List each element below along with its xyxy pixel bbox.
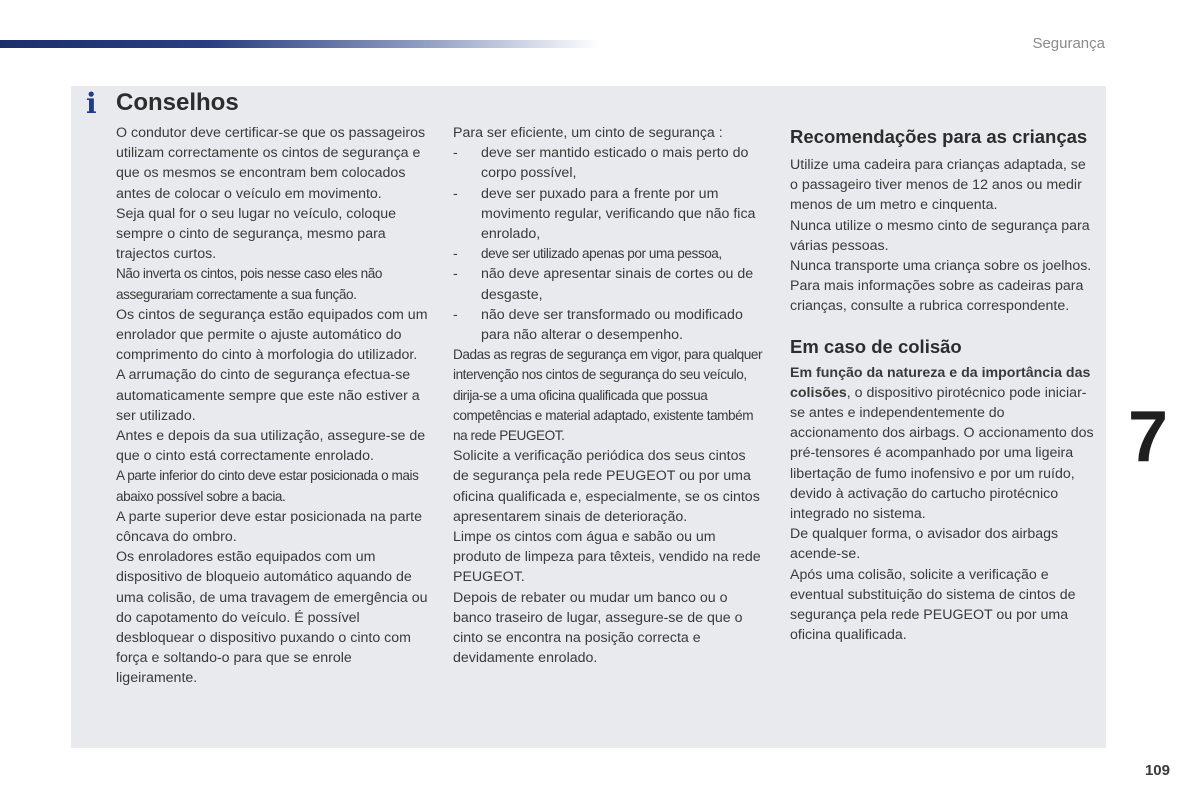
list-item: [453, 184, 765, 245]
paragraph: [790, 363, 1095, 525]
column-middle: [453, 123, 765, 668]
list-intro: Para ser eficiente, um cinto de segurança :: [453, 125, 723, 141]
dash-bullet: -: [453, 246, 458, 263]
column-left: [116, 123, 428, 689]
paragraph-rest: , o dispositivo pirotécnico pode iniciar-se antes e independentemente do accionamento dos airbags. O accionamento dos pré-tensores é acompanhado por uma ligeira libertação de fumo inofensivo e por um ruído, devido à activação do cartucho pirotécnico integrado no sistema.: [790, 384, 1094, 523]
paragraph: Seja qual for o seu lugar no veículo, coloque sempre o cinto de segurança, mesmo para trajectos curtos.: [116, 205, 396, 263]
list-item-text: não deve ser transformado ou modificado para não alterar o desempenho.: [481, 306, 743, 344]
list-item-text: deve ser utilizado apenas por uma pessoa,: [481, 246, 722, 262]
dash-bullet: -: [453, 266, 458, 283]
paragraph: O condutor deve certificar-se que os passageiros utilizam correctamente os cintos de segurança e que os mesmos se encontram bem colocados antes de colocar o veículo em movimento.: [116, 125, 426, 202]
dash-bullet: -: [453, 145, 458, 162]
paragraph: Os cintos de segurança estão equipados com um enrolador que permite o ajuste automático do comprimento do cinto à morfologia do utilizador. A arrumação do cinto de segurança efectua-se automaticamente sempre que este não estiver a ser utilizado.: [116, 306, 428, 424]
list-item: [453, 244, 765, 264]
paragraph: De qualquer forma, o avisador dos airbags acende-se.: [790, 526, 1059, 563]
paragraph: A parte superior deve estar posicionada na parte côncava do ombro.: [116, 508, 423, 546]
paragraph: Utilize uma cadeira para crianças adaptada, se o passageiro tiver menos de 12 anos ou medir menos de um metro e cinquenta.: [790, 157, 1086, 214]
children-heading: Recomendações para as crianças: [790, 126, 1088, 147]
bold-lead: Em função da natureza e da importância das colisões: [790, 364, 1091, 401]
list-item: [453, 264, 765, 304]
paragraph: Depois de rebater ou mudar um banco ou o banco traseiro de lugar, assegure-se de que o cinto se encontra na posição correcta e devidamente enrolado.: [453, 589, 743, 667]
list-item: [453, 305, 765, 345]
list-item-text: deve ser mantido esticado o mais perto do corpo possível,: [481, 145, 749, 182]
paragraph: Não inverta os cintos, pois nesse caso eles não assegurariam correctamente a sua função.: [116, 266, 382, 302]
paragraph: Nunca transporte uma criança sobre os joelhos.: [790, 258, 1092, 275]
paragraph: Após uma colisão, solicite a verificação e eventual substituição do sistema de cintos de segurança pela rede PEUGEOT ou por uma oficina qualificada.: [790, 566, 1076, 644]
paragraph: Dadas as regras de segurança em vigor, para qualquer intervenção nos cintos de segurança do seu veículo, dirija-se a uma oficina qualificada que possua competências e material adaptado, existente também na rede PEUGEOT.: [453, 347, 763, 444]
paragraph: Limpe os cintos com água e sabão ou um produto de limpeza para têxteis, vendido na rede PEUGEOT.: [453, 529, 761, 586]
paragraph: Os enroladores estão equipados com um dispositivo de bloqueio automático aquando de uma colisão, de uma travagem de emergência ou do capotamento do veículo. É possível desbloquear o dispositivo puxando o cinto com força e soltando-o para que se enrole ligeiramente.: [116, 549, 428, 687]
panel-title: Conselhos: [116, 89, 239, 116]
page-number: 109: [1144, 762, 1170, 779]
header-gradient-bar: [0, 40, 600, 48]
info-icon: i: [86, 87, 97, 120]
paragraph: Solicite a verificação periódica dos seus cintos de segurança pela rede PEUGEOT ou por uma oficina qualificada e, especialmente, se os cintos apresentarem sinais de deterioração.: [453, 448, 760, 525]
chapter-number: 7: [1128, 397, 1167, 477]
column-right: [790, 123, 1095, 645]
dash-bullet: -: [453, 306, 458, 323]
list-item: [453, 143, 765, 183]
paragraph: A parte inferior do cinto deve estar posicionada o mais abaixo possível sobre a bacia.: [116, 468, 419, 504]
paragraph: Para mais informações sobre as cadeiras para crianças, consulte a rubrica correspondente.: [790, 278, 1084, 315]
section-title: Segurança: [1032, 35, 1105, 52]
dash-bullet: -: [453, 185, 458, 202]
list-item-text: não deve apresentar sinais de cortes ou de desgaste,: [481, 266, 754, 303]
paragraph: Antes e depois da sua utilização, assegure-se de que o cinto está correctamente enrolado.: [116, 428, 426, 465]
paragraph: Nunca utilize o mesmo cinto de segurança para várias pessoas.: [790, 217, 1090, 254]
collision-heading: Em caso de colisão: [790, 335, 962, 357]
list-item-text: deve ser puxado para a frente por um movimento regular, verificando que não fica enrolado,: [481, 185, 756, 243]
